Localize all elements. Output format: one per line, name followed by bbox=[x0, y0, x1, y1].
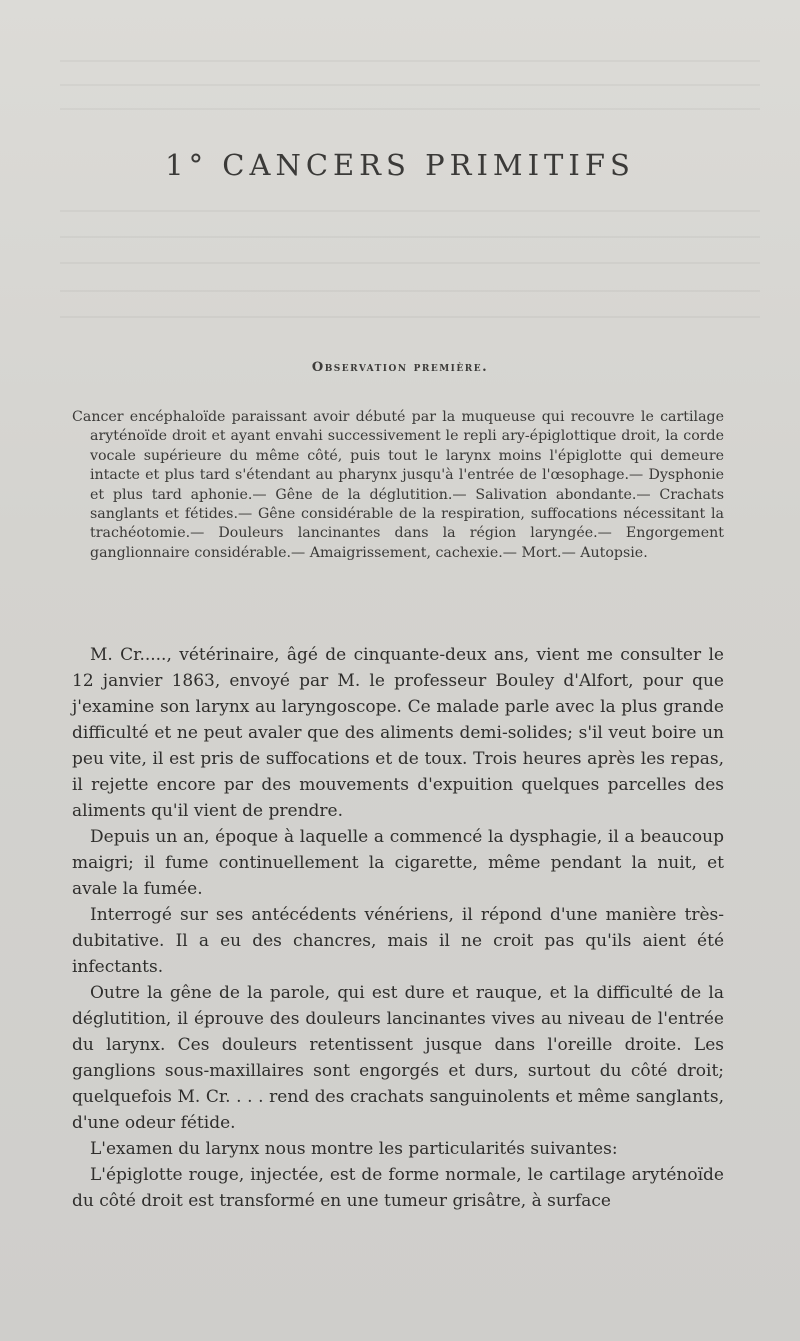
paragraph: L'épiglotte rouge, injectée, est de forme normale, le cartilage aryténoïde du côté droit est transformé en une tumeur grisâtre, à surface bbox=[72, 1165, 724, 1211]
body-text bbox=[72, 642, 724, 1214]
observation-heading: Observation première. bbox=[311, 360, 489, 375]
case-summary-text: Cancer encéphaloïde paraissant avoir débuté par la muqueuse qui recouvre le cartilage aryténoïde droit et ayant envahi successivement le repli ary-épiglottique droit, la corde vocale supérieure du même côté, puis tout le larynx moins l'épiglotte qui demeure intacte et plus tard s'étendant au pharynx jusqu'à l'entrée de l'œsophage.— Dysphonie et plus tard aphonie.— Gêne de la déglutition.— Salivation abondante.— Crachats sanglants et fétides.— Gêne considérable de la respiration, suffocations nécessitant la trachéotomie.— Douleurs lancinantes dans la région laryngée.— Engorgement ganglionnaire considérable.— Amaigrissement, cachexie.— Mort.— Autopsie. bbox=[72, 409, 724, 561]
paragraph: Interrogé sur ses antécédents vénériens, il répond d'une manière très-dubitative. Il a eu des chancres, mais il ne croit pas qu'ils aient été infectants. bbox=[72, 905, 724, 977]
paragraph: Depuis un an, époque à laquelle a commencé la dysphagie, il a beaucoup maigri; il fume continuellement la cigarette, même pendant la nuit, et avale la fumée. bbox=[72, 827, 724, 899]
paragraph: M. Cr....., vétérinaire, âgé de cinquante-deux ans, vient me consulter le 12 janvier 1863, envoyé par M. le professeur Bouley d'Alfort, pour que j'examine son larynx au laryngoscope. Ce malade parle avec la plus grande difficulté et ne peut avaler que des aliments demi-solides; s'il veut boire un peu vite, il est pris de suffocations et de toux. Trois heures après les repas, il rejette encore par des mouvements d'expuition quelques parcelles des aliments qu'il vient de prendre. bbox=[72, 645, 724, 821]
paragraph: Outre la gêne de la parole, qui est dure et rauque, et la difficulté de la déglutition, il éprouve des douleurs lancinantes vives au niveau de l'entrée du larynx. Ces douleurs retentissent jusque dans l'oreille droite. Les ganglions sous-maxillaires sont engorgés et durs, surtout du côté droit; quelquefois M. Cr. . . . rend des crachats sanguinolents et même sanglants, d'une odeur fétide. bbox=[72, 983, 724, 1133]
case-summary bbox=[72, 408, 724, 563]
paragraph: L'examen du larynx nous montre les particularités suivantes: bbox=[90, 1139, 618, 1159]
page-title: 1° CANCERS PRIMITIFS bbox=[165, 148, 635, 182]
